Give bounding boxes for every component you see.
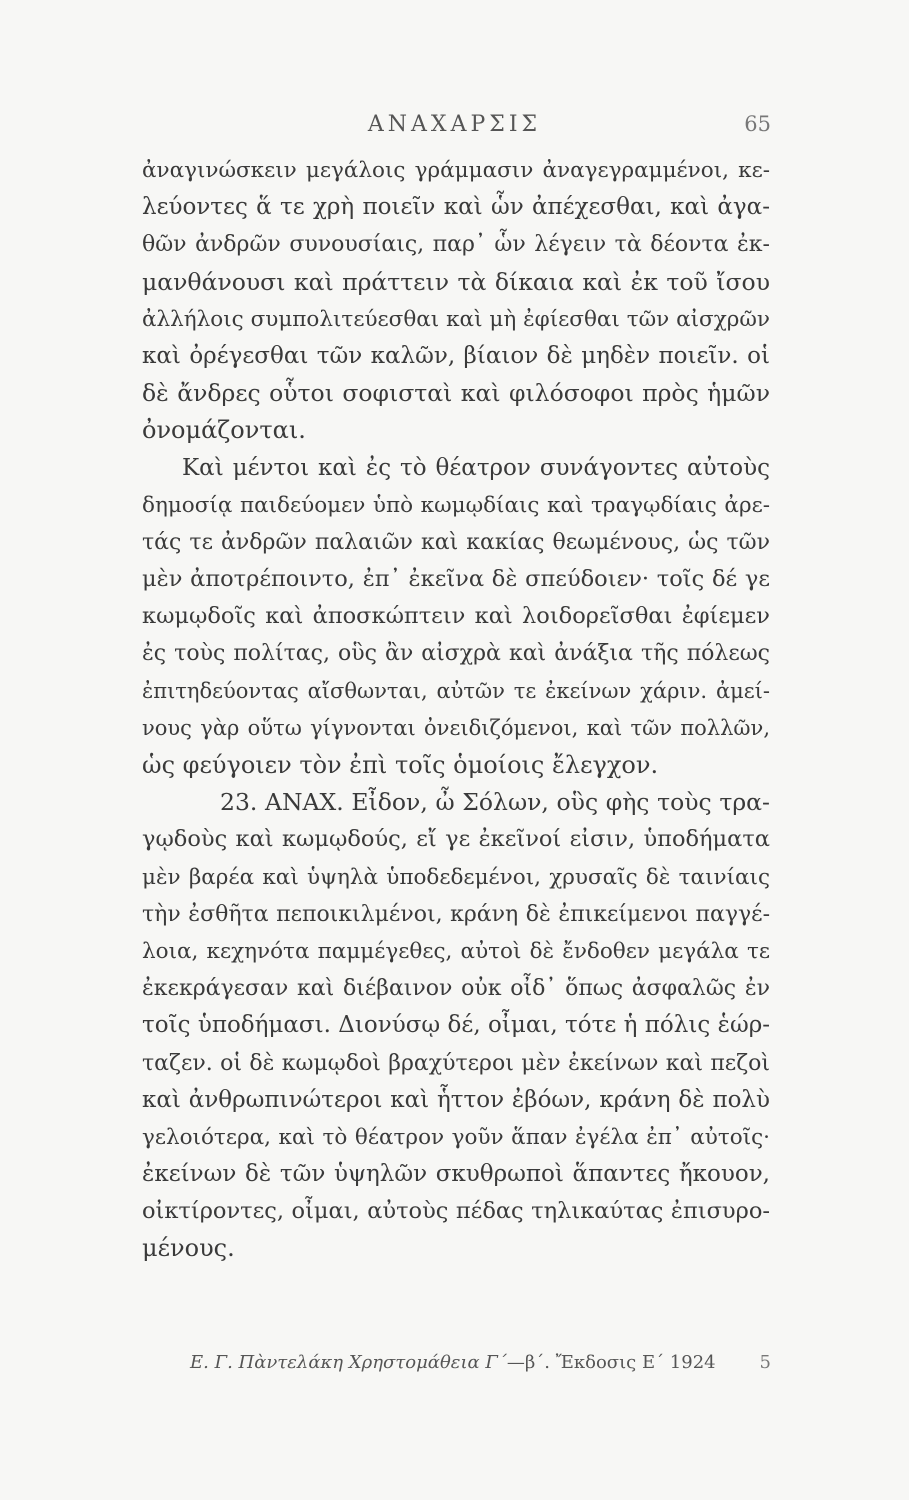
text-line: ἐκεκράγεσαν καὶ διέβαινον οὐκ οἶδ᾽ ὅπως ἀσφαλῶς ἐν [142,976,770,1002]
body-text [142,152,770,1268]
text-line: Καὶ μέντοι καὶ ἐς τὸ θέατρον συνάγοντες αὐτοὺς [182,454,770,481]
footer-author: Ε. Γ. Πὰντελάκη [190,1352,344,1373]
text-line: μὲν βαρέα καὶ ὑψηλὰ ὑποδεδεμένοι, χρυσαῖς δὲ ταινίαις [142,864,770,890]
text-line: τοῖς ὑποδήμασι. Διονύσῳ δέ, οἶμαι, τότε ἡ πόλις ἑώρ- [142,1012,770,1039]
text-line: δημοσίᾳ παιδεύομεν ὑπὸ κωμῳδίαις καὶ τραγῳδίαις ἀρε- [142,492,770,518]
running-head [0,112,909,142]
text-line: μένους. [142,1234,235,1263]
text-line: μὲν ἀποτρέποιντο, ἐπ᾽ ἐκεῖνα δὲ σπεύδοιεν· τοῖς δέ γε [142,566,770,593]
text-line: μανθάνουσι καὶ πράττειν τὰ δίκαια καὶ ἐκ τοῦ ἴσου [142,267,770,296]
text-line: οἰκτίροντες, οἶμαι, αὐτοὺς πέδας τηλικαύτας ἐπισυρο- [142,1198,770,1225]
text-line: γελοιότερα, καὶ τὸ θέατρον γοῦν ἅπαν ἐγέλα ἐπ᾽ αὐτοῖς· [142,1124,770,1150]
text-line: ἐπιτηδεύοντας αἴσθωνται, αὐτῶν τε ἐκείνων χάριν. ἀμεί- [142,678,770,703]
text-line: κωμῳδοῖς καὶ ἀποσκώπτειν καὶ λοιδορεῖσθαι ἐφίεμεν [142,603,770,630]
footer-book-title: Χρηστομάθεια Γ΄ [348,1352,507,1373]
text-line: τάς τε ἀνδρῶν παλαιῶν καὶ κακίας θεωμένους, ὡς τῶν [142,529,770,555]
text-line: θῶν ἀνδρῶν συνουσίαις, παρ᾽ ὧν λέγειν τὰ δέοντα ἐκ- [142,232,770,258]
text-line: νους γὰρ οὕτω γίγνονται ὀνειδιζόμενοι, καὶ τῶν πολλῶν, [142,715,770,740]
text-line: ἀναγινώσκειν μεγάλοις γράμμασιν ἀναγεγραμμένοι, κε- [142,158,770,183]
text-line: ὀνομάζονται. [142,416,306,445]
page-number: 65 [744,112,771,136]
text-line: ταζεν. οἱ δὲ κωμῳδοὶ βραχύτεροι μὲν ἐκείνων καὶ πεζοὶ [142,1050,770,1076]
text-line: ὡς φεύγοιεν τὸν ἐπὶ τοῖς ὁμοίοις ἔλεγχον. [142,751,659,779]
text-line: ἐκείνων δὲ τῶν ὑψηλῶν σκυθρωποὶ ἅπαντες ἤκουον, [142,1161,770,1188]
text-line: γῳδοὺς καὶ κωμῳδούς, εἴ γε ἐκεῖνοί εἰσιν, ὑποδήματα [142,826,770,853]
footer-edition: —β΄. Ἔκδοσις Ε΄ 1924 [506,1352,716,1373]
text-line: τὴν ἐσθῆτα πεποικιλμένοι, κράνη δὲ ἐπικείμενοι παγγέ- [142,901,770,927]
text-line: ἐς τοὺς πολίτας, οὓς ἂν αἰσχρὰ καὶ ἀνάξια τῆς πόλεως [142,641,770,667]
page-footer [0,1352,909,1382]
text-line: καὶ ὀρέγεσθαι τῶν καλῶν, βίαιον δὲ μηδὲν ποιεῖν. οἱ [142,342,770,369]
signature-mark: 5 [759,1352,771,1373]
text-line: ἀλλήλοις συμπολιτεύεσθαι καὶ μὴ ἐφίεσθαι τῶν αἰσχρῶν [142,306,770,332]
text-line: λοια, κεχηνότα παμμέγεθες, αὐτοὶ δὲ ἔνδοθεν μεγάλα τε [142,938,770,964]
text-line: 23. ΑΝΑΧ. Εἶδον, ὦ Σόλων, οὓς φὴς τοὺς τρα- [220,788,770,817]
running-title: ΑΝΑΧΑΡΣΙΣ [367,112,542,137]
footer-imprint [190,1352,716,1373]
text-line: δὲ ἄνδρες οὗτοι σοφισταὶ καὶ φιλόσοφοι πρὸς ἡμῶν [142,379,770,408]
text-line: λεύοντες ἅ τε χρὴ ποιεῖν καὶ ὧν ἀπέχεσθαι, καὶ ἀγα- [142,194,770,221]
text-line: καὶ ἀνθρωπινώτεροι καὶ ἧττον ἐβόων, κράνη δὲ πολὺ [142,1086,770,1113]
